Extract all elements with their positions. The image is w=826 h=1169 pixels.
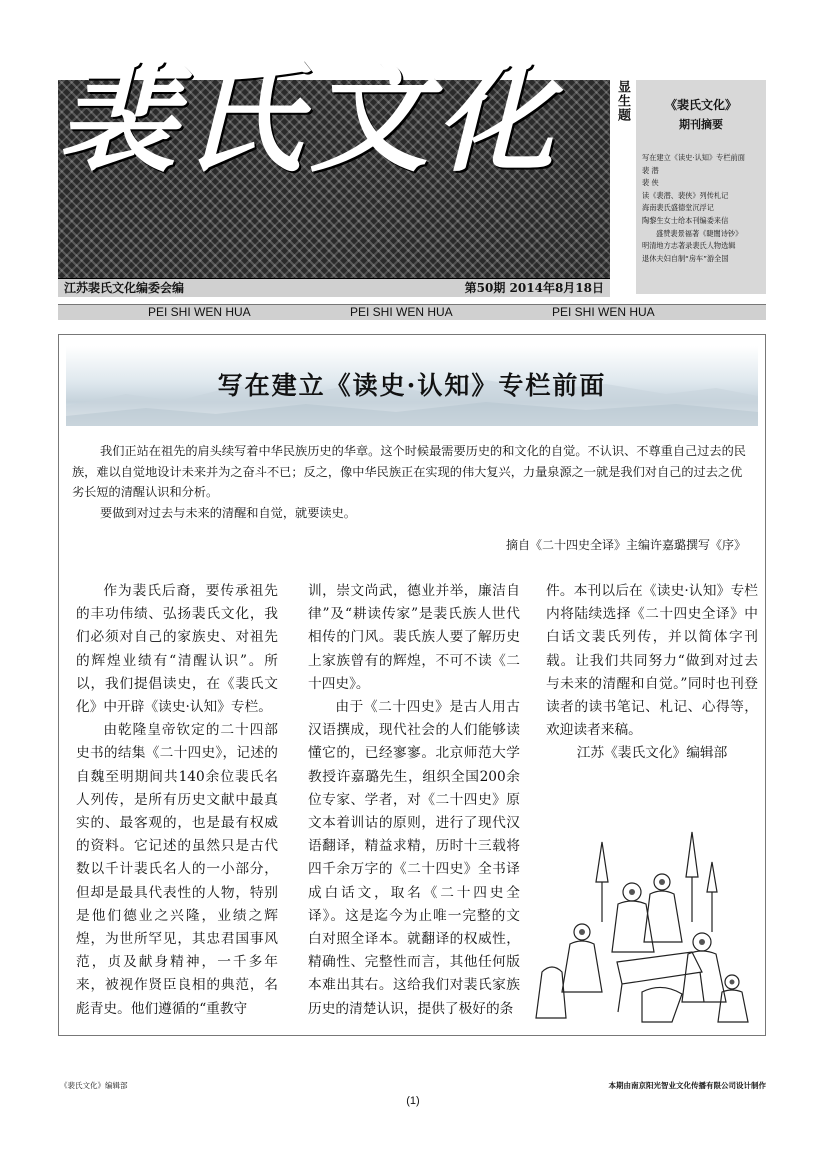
summary-title: 《裴氏文化》 [664,98,737,112]
footer-design-credit: 本期由南京阳光智业文化传播有限公司设计制作 [608,1081,766,1090]
summary-item: 裴 潜 [642,165,659,175]
article-headline: 写在建立《读史·认知》专栏前面 [217,371,607,400]
article-column-3 [546,580,758,766]
summary-item: 海南裴氏盛德堂沉浮记 [642,203,714,213]
scholars-illustration [522,822,758,1028]
summary-list [642,152,766,265]
pinyin-label: PEI SHI WEN HUA [552,305,655,319]
summary-item: 写在建立《读史·认知》专栏前面 [642,153,745,162]
pinyin-band [58,304,766,320]
summary-item: 明清地方志著录裴氏人物选辑 [642,241,736,251]
issue-summary-box [636,80,766,294]
page-number: (1) [406,1095,420,1107]
intro-paragraph: 要做到对过去与未来的清醒和自觉，就要读史。 [100,505,356,520]
summary-item: 读《裴潜、裴侠》列传札记 [642,190,729,200]
summary-item: 盛赞裴景福著《睫闇诗钞》 [656,228,743,238]
masthead-title: 裴氏文化 [58,50,563,188]
article-intro [72,441,754,523]
summary-item: 陶黎生女士给本刊编委来信 [642,215,729,225]
editorial-signature: 江苏《裴氏文化》编辑部 [576,745,728,762]
issue-date-label: 第50期 2014年8月18日 [464,281,604,295]
summary-item: 退休夫妇自制“房车”游全国 [642,253,729,263]
body-paragraph: 件。本刊以后在《读史·认知》专栏内将陆续选择《二十四史全译》中白话文裴氏列传，并以简体字刊载。让我们共同努力“做到对过去与未来的清醒和自觉。”同时也刊登读者的读书笔记、札记、心得等，欢迎读者来稿。 [546,583,758,739]
scholars-drawing-icon [522,822,758,1028]
article-column-1 [76,580,278,1021]
body-paragraph: 训，崇文尚武，德业并举，廉洁自律”及“耕读传家”是裴氏族人世代相传的门风。裴氏族人要了解历史上家族曾有的辉煌，不可不读《二十四史》。 [308,583,520,692]
summary-item: 裴 侠 [642,178,659,188]
article-column-2 [308,580,520,1021]
pinyin-label: PEI SHI WEN HUA [350,305,453,319]
body-paragraph: 作为裴氏后裔，要传承祖先的丰功伟绩、弘扬裴氏文化，我们必须对自己的家族史、对祖先的辉煌业绩有“清醒认识”。所以，我们提倡读史，在《裴氏文化》中开辟《读史·认知》专栏。 [76,583,278,716]
body-paragraph: 由于《二十四史》是古人用古汉语撰成，现代社会的人们能够读懂它的，已经寥寥。北京师范大学教授许嘉璐先生，组织全国200余位专家、学者，对《二十四史》原文本着训诂的原则，进行了现代汉语翻译，精益求精，历时十三载将四千余万字的《二十四史》全书译成白话文，取名《二十四史全译》。这是迄今为止唯一完整的文白对照全译本。就翻译的权威性，精确性、完整性而言，其他任何版本难出其右。这给我们对裴氏家族历史的清楚认识，提供了极好的条 [308,699,520,1017]
footer-editorial-credit: 《裴氏文化》编辑部 [60,1081,128,1090]
masthead-footer-bar [58,278,610,297]
masthead-vertical-subtitle: 显生题 [615,80,630,122]
pinyin-label: PEI SHI WEN HUA [148,305,251,319]
body-paragraph: 由乾隆皇帝钦定的二十四部史书的结集《二十四史》，记述的自魏至明期间共140余位裴氏名人列传，是所有历史文献中最真实的、最客观的，也是最有权威的资料。它记述的虽然只是古代数以千计裴氏名人的一小部分，但却是最具代表性的人物，特别是他们德业之兴隆，业绩之辉煌，为世所罕见，其忠君国事风范，贞及献身精神，一千多年来，被视作贤臣良相的典范，名彪青史。他们遵循的“重教守 [76,722,278,1017]
summary-subtitle: 期刊摘要 [679,118,723,131]
intro-source: 摘自《二十四史全译》主编许嘉璐撰写《序》 [505,538,746,552]
intro-paragraph: 我们正站在祖先的肩头续写着中华民族历史的华章。这个时候最需要历史的和文化的自觉。不认识、不尊重自己过去的民族，难以自觉地设计未来并为之奋斗不已；反之，像中华民族正在实现的伟大复兴，力量泉源之一就是我们对自己的过去之优劣长短的清醒认识和分析。 [72,444,746,499]
publisher-label: 江苏裴氏文化编委会编 [64,281,185,295]
